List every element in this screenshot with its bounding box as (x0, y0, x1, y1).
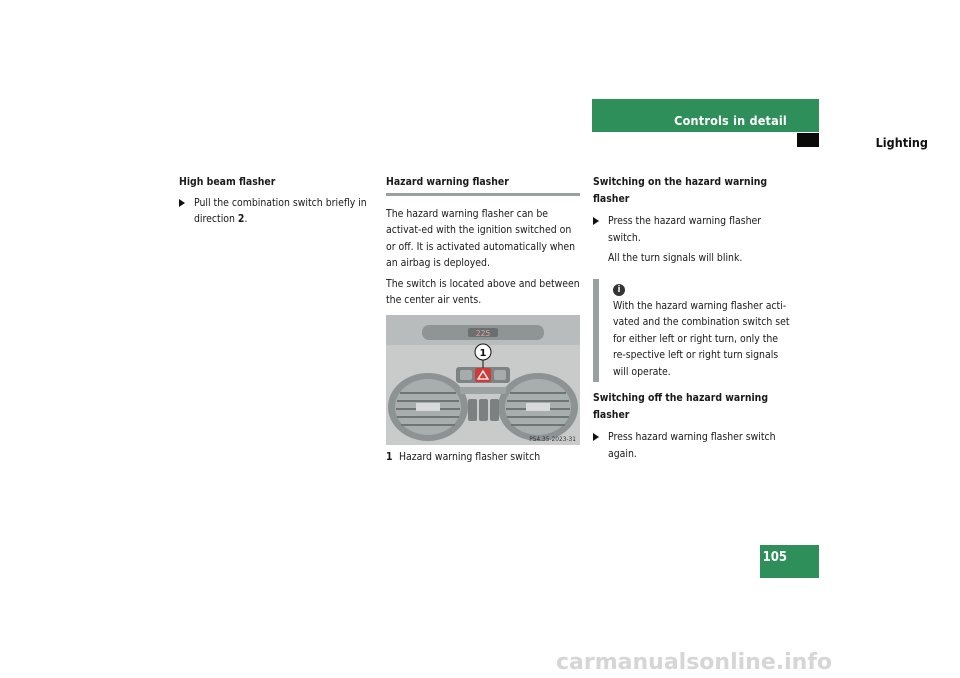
instruction-text: Press hazard warning flasher switch again. (608, 431, 776, 460)
instruction-high-beam (179, 195, 371, 228)
page-number-box (760, 545, 819, 578)
direction-number: 2 (237, 213, 245, 225)
section-subtitle: Lighting (875, 135, 928, 150)
page-number: 105 (762, 550, 787, 565)
info-icon: i (613, 284, 625, 296)
note-text: With the hazard warning flasher acti-vated and the combination switch set for either left or right turn, only the re-spective left or right turn signals will operate. (613, 299, 790, 378)
subtitle-marker (797, 133, 819, 147)
display-readout: 225 (475, 328, 491, 338)
photo-code: P54.35-2023-31 (529, 434, 576, 443)
bullet-triangle-icon (593, 217, 599, 225)
column-3 (593, 174, 793, 466)
section-title: Controls in detail (674, 113, 787, 128)
info-note (593, 279, 793, 383)
instruction-text: Press the hazard warning flasher switch. (608, 215, 762, 244)
heading-high-beam-flasher: High beam flasher (179, 176, 276, 188)
instruction-end: . (244, 213, 248, 225)
paragraph-activation: The hazard warning flasher can be activat-ed with the ignition switched on or off. It is activated automatically when an airbag is deployed. (386, 207, 576, 269)
column-2 (386, 174, 580, 465)
column-1 (179, 174, 371, 232)
result-text: All the turn signals will blink. (608, 252, 743, 264)
watermark: carmanualsonline.info (556, 650, 832, 675)
instruction-switch-off (593, 429, 793, 462)
caption-text: Hazard warning flasher switch (398, 450, 541, 463)
section-header-box (592, 99, 819, 132)
bullet-triangle-icon (179, 199, 185, 207)
paragraph-location: The switch is located above and between the center air vents. (386, 277, 580, 306)
heading-hazard-warning-flasher: Hazard warning flasher (386, 174, 580, 196)
instruction-text: Pull the combination switch briefly in direction (194, 196, 367, 225)
photo-caption (386, 449, 580, 466)
heading-switching-off: Switching off the hazard warning flasher (593, 392, 769, 421)
dashboard-photo (386, 315, 580, 445)
caption-number: 1 (386, 450, 393, 463)
heading-switching-on: Switching on the hazard warning flasher (593, 176, 768, 205)
bullet-triangle-icon (593, 433, 599, 441)
instruction-switch-on (593, 213, 793, 246)
callout-number: 1 (479, 347, 487, 359)
